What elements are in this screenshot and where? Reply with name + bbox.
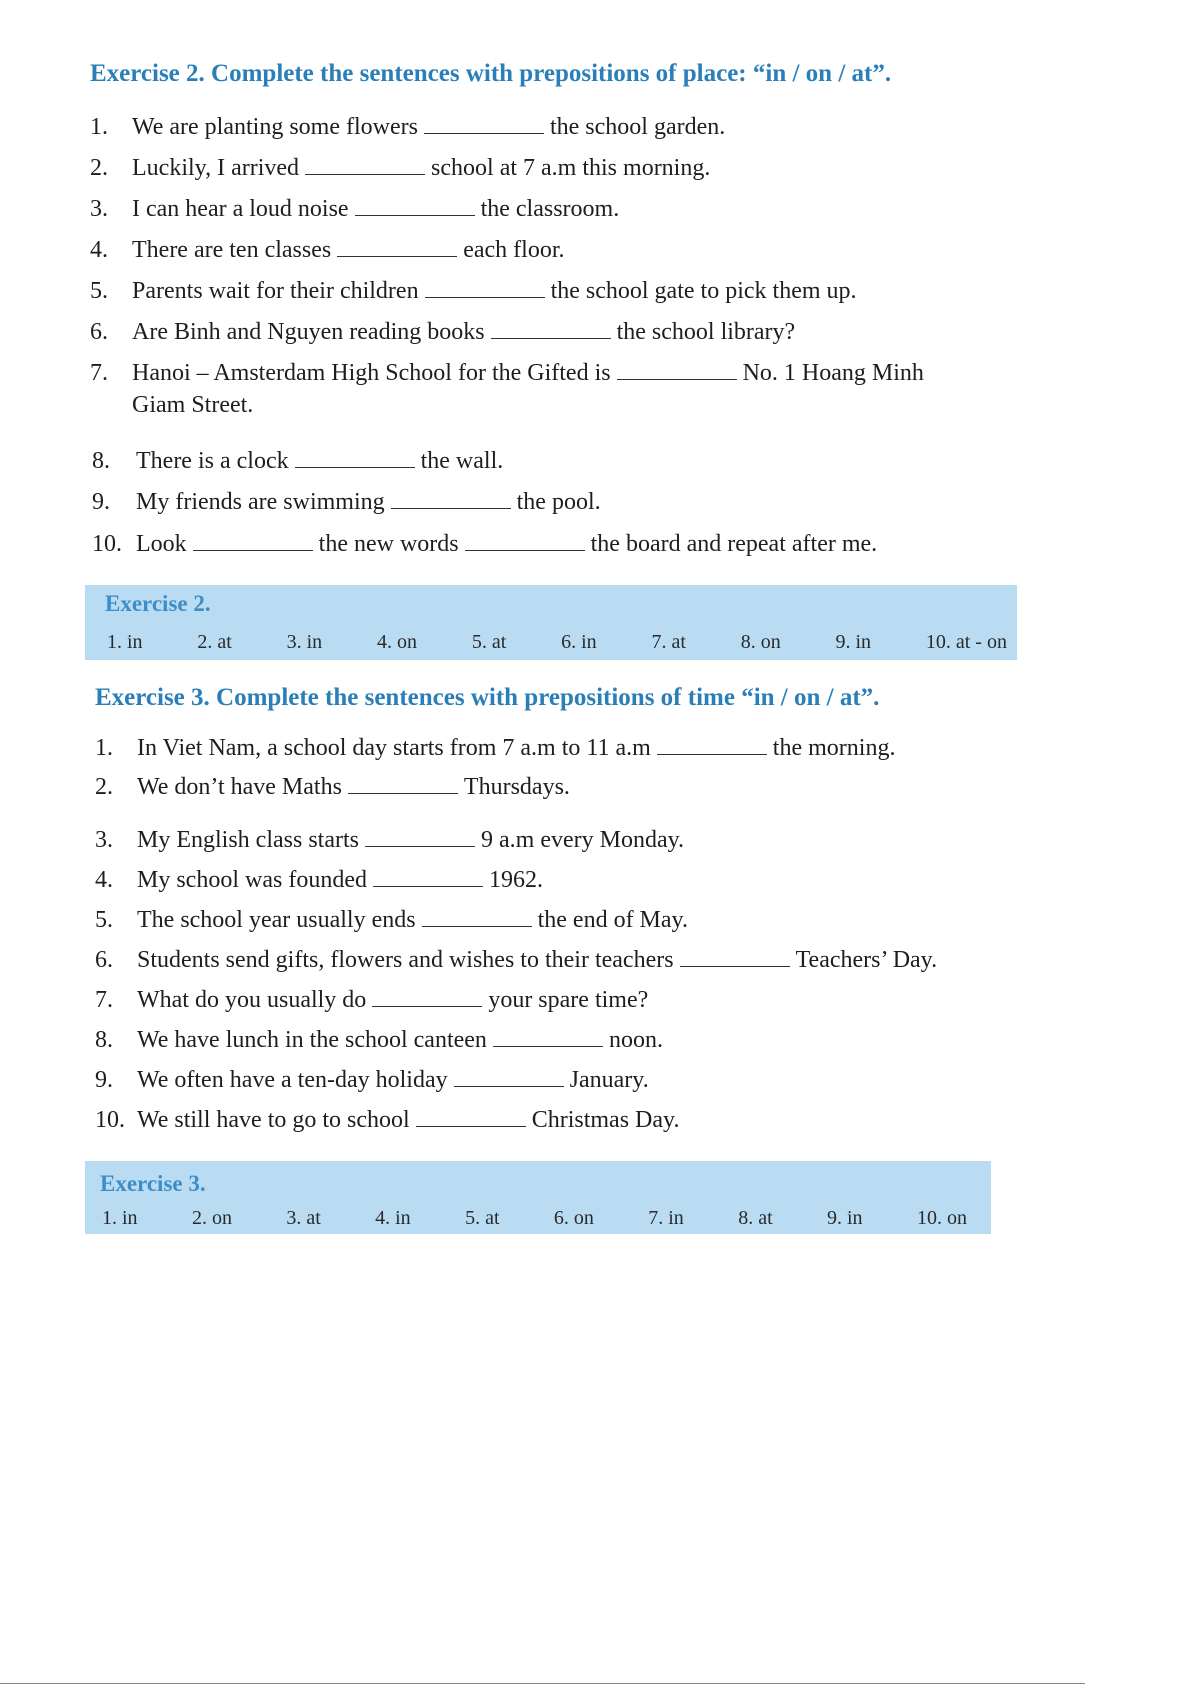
answer-blank[interactable] [491, 318, 611, 339]
key-answer: 1. in [102, 1207, 138, 1229]
answer-key-list [102, 1207, 967, 1230]
key-answer: 8. at [738, 1207, 773, 1229]
answer-blank[interactable] [348, 773, 458, 794]
key-answer: 5. at [465, 1207, 500, 1229]
key-answer: 9. in [827, 1207, 863, 1229]
answer-blank[interactable] [425, 277, 545, 298]
answer-blank[interactable] [365, 826, 475, 847]
key-answer: 9. in [835, 631, 872, 653]
answer-blank[interactable] [373, 866, 483, 887]
key-answer: 3. at [286, 1207, 321, 1229]
exercise-3-title: Exercise 3. Complete the sentences with prepositions of time “in / on / at”. [95, 684, 880, 711]
answer-blank[interactable] [680, 946, 790, 967]
key-answer: 8. on [740, 631, 781, 653]
answer-blank[interactable] [657, 734, 767, 755]
key-answer: 7. in [648, 1207, 684, 1229]
answer-blank[interactable] [337, 236, 457, 257]
answer-blank[interactable] [617, 359, 737, 380]
key-answer: 10. on [916, 1207, 967, 1229]
answer-blank[interactable] [391, 488, 511, 509]
page-bottom-rule [0, 1683, 1085, 1684]
key-answer: 2. on [191, 1207, 232, 1229]
key-answer: 6. on [553, 1207, 594, 1229]
key-answer: 2. at [197, 631, 232, 653]
key-answer: 3. in [286, 631, 323, 653]
key-answer: 10. at - on [925, 631, 1007, 653]
exercise-2-title: Exercise 2. Complete the sentences with prepositions of place: “in / on / at”. [90, 60, 892, 87]
answer-blank[interactable] [372, 986, 482, 1007]
answer-blank[interactable] [424, 113, 544, 134]
answer-blank[interactable] [355, 195, 475, 216]
answer-blank[interactable] [295, 447, 415, 468]
key-answer: 1. in [107, 631, 143, 653]
answer-blank[interactable] [454, 1066, 564, 1087]
key-answer: 7. at [651, 631, 686, 653]
key-answer: 6. in [561, 631, 597, 653]
answer-blank[interactable] [193, 530, 313, 551]
key-answer: 4. on [377, 631, 417, 653]
answer-key-ex3 [85, 1161, 991, 1234]
answer-blank[interactable] [465, 530, 585, 551]
answer-key-title: Exercise 2. [105, 591, 211, 616]
answer-blank[interactable] [305, 154, 425, 175]
answer-blank[interactable] [422, 906, 532, 927]
answer-blank[interactable] [416, 1106, 526, 1127]
key-answer: 4. in [375, 1207, 411, 1229]
answer-key-ex2 [85, 585, 1017, 660]
answer-key-title: Exercise 3. [100, 1171, 206, 1196]
answer-key-list [107, 631, 1007, 654]
key-answer: 5. at [471, 631, 507, 653]
answer-blank[interactable] [493, 1026, 603, 1047]
